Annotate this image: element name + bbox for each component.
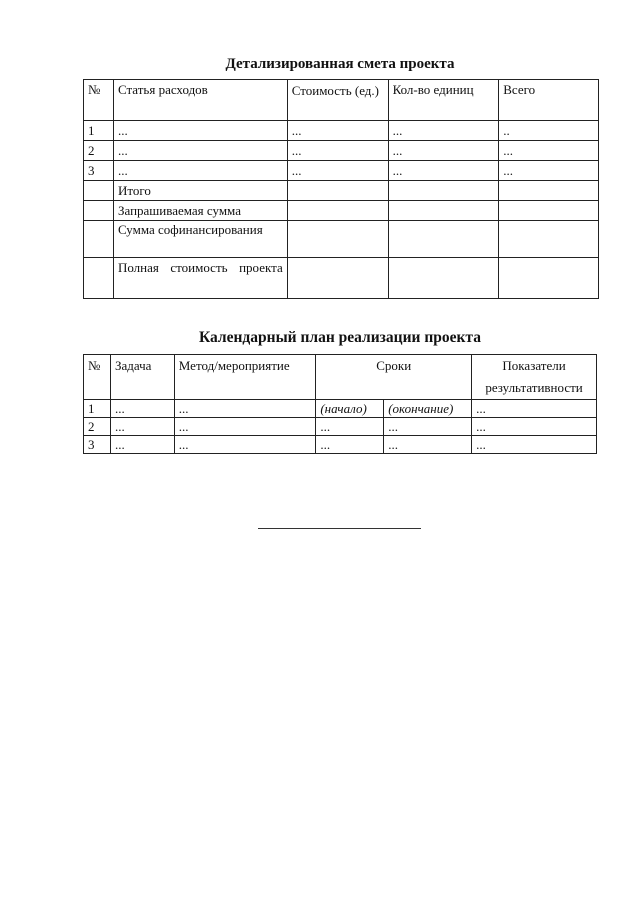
table-row: [84, 161, 599, 181]
header-unit-cost: Стоимость (ед.): [287, 80, 388, 121]
row-number: 2: [84, 141, 114, 161]
table-row: [84, 201, 599, 221]
cell: ...: [110, 418, 174, 436]
header-number: №: [84, 355, 111, 400]
header-deadlines: Сроки: [316, 355, 472, 400]
table-header-row: [84, 355, 597, 400]
cell: ...: [113, 161, 287, 181]
header-unit-count: Кол-во единиц: [388, 80, 499, 121]
cell: ...: [388, 161, 499, 181]
cell: ...: [388, 121, 499, 141]
cell: ...: [174, 400, 316, 418]
table-row: [84, 258, 599, 299]
cell: ...: [472, 436, 597, 454]
cell: ...: [316, 436, 384, 454]
cell: ...: [472, 418, 597, 436]
budget-table-title: Детализированная смета проекта: [225, 56, 455, 72]
cell: ...: [110, 436, 174, 454]
cell: ..: [499, 121, 599, 141]
signature-line: [258, 528, 421, 529]
table-row: [84, 400, 597, 418]
cell: ...: [384, 418, 472, 436]
cell: ...: [499, 161, 599, 181]
end-date-label: (окончание): [384, 400, 472, 418]
table-row: [84, 181, 599, 201]
cell: ...: [287, 141, 388, 161]
summary-cofinancing-label: Сумма софинансирования: [113, 221, 287, 258]
header-method: Метод/мероприятие: [174, 355, 316, 400]
start-date-label: (начало): [316, 400, 384, 418]
header-total: Всего: [499, 80, 599, 121]
header-number: №: [84, 80, 114, 121]
table-row: [84, 418, 597, 436]
cell: ...: [388, 141, 499, 161]
calendar-table-title: Календарный план реализации проекта: [199, 329, 481, 346]
table-row: [84, 141, 599, 161]
table-row: [84, 221, 599, 258]
row-number: 1: [84, 400, 111, 418]
row-number: 1: [84, 121, 114, 141]
summary-full-cost-label: Полная стоимость проекта: [113, 258, 287, 299]
row-number: 3: [84, 161, 114, 181]
cell: ...: [174, 436, 316, 454]
budget-table: [83, 79, 599, 299]
table-row: [84, 121, 599, 141]
cell: ...: [316, 418, 384, 436]
summary-requested-label: Запрашиваемая сумма: [113, 201, 287, 221]
cell: ...: [287, 121, 388, 141]
calendar-plan-table: [83, 354, 597, 454]
cell: ...: [110, 400, 174, 418]
header-indicators: Показатели результативности: [472, 355, 597, 400]
cell: ...: [174, 418, 316, 436]
header-expense-item: Статья расходов: [113, 80, 287, 121]
row-number: 2: [84, 418, 111, 436]
header-task: Задача: [110, 355, 174, 400]
row-number: 3: [84, 436, 111, 454]
cell: ...: [113, 141, 287, 161]
cell: ...: [113, 121, 287, 141]
table-header-row: [84, 80, 599, 121]
table-row: [84, 436, 597, 454]
cell: ...: [499, 141, 599, 161]
cell: ...: [472, 400, 597, 418]
cell: ...: [287, 161, 388, 181]
cell: ...: [384, 436, 472, 454]
summary-total-label: Итого: [113, 181, 287, 201]
